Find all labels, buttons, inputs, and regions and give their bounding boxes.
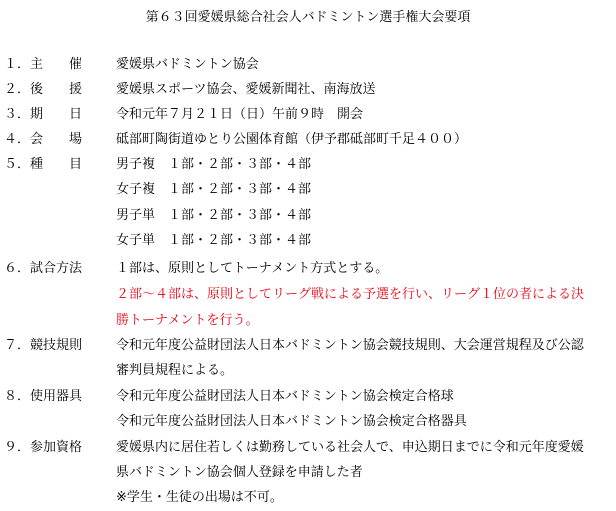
section-6-line-1: １部は、原則としてトーナメント方式とする。 — [116, 261, 389, 276]
section-5-line-3: 男子単 １部・２部・３部・４部 — [116, 208, 312, 223]
section-6-number: ６． — [4, 261, 31, 276]
section-1-label: 主 催 — [30, 57, 83, 72]
section-4-number: ４． — [4, 132, 31, 147]
section-3-line-1: 令和元年７月２１日（日）午前９時 開会 — [116, 107, 364, 122]
section-5-label: 種 目 — [30, 157, 83, 172]
section-7-number: ７． — [4, 338, 31, 353]
section-9-line-3: ※学生・生徒の出場は不可。 — [116, 490, 283, 505]
section-5-line-1: 男子複 １部・２部・３部・４部 — [116, 157, 312, 172]
section-3-label: 期 日 — [30, 107, 83, 122]
section-7-line-2: 審判員規程による。 — [116, 363, 234, 378]
section-7-line-1: 令和元年度公益財団法人日本バドミントン協会競技規則、大会運営規程及び公認 — [116, 338, 584, 353]
section-8-label: 使用器具 — [30, 389, 83, 404]
section-6-line-3: 勝トーナメントを行う。 — [116, 313, 259, 328]
section-1-line-1: 愛媛県バドミントン協会 — [116, 57, 259, 72]
document-title: 第６３回愛媛県総合社会人バドミントン選手権大会要項 — [145, 10, 471, 25]
section-5-line-4: 女子単 １部・２部・３部・４部 — [116, 233, 312, 248]
section-9-number: ９． — [4, 440, 31, 455]
section-5-number: ５． — [4, 157, 31, 172]
section-1-number: １． — [4, 57, 31, 72]
section-6-line-2: ２部～４部は、原則としてリーグ戦による予選を行い、リーグ１位の者による決 — [116, 287, 585, 302]
section-7-label: 競技規則 — [30, 338, 83, 353]
section-4-line-1: 砥部町陶街道ゆとり公園体育館（伊予郡砥部町千足４００） — [116, 132, 468, 147]
section-2-number: ２． — [4, 82, 31, 97]
section-4-label: 会 場 — [30, 132, 83, 147]
section-8-line-2: 令和元年度公益財団法人日本バドミントン協会検定合格器具 — [116, 414, 467, 429]
section-9-line-2: 県バドミントン協会個人登録を申請した者 — [116, 465, 363, 480]
section-2-line-1: 愛媛県スポーツ協会、愛媛新聞社、南海放送 — [116, 82, 376, 97]
section-2-label: 後 援 — [30, 82, 83, 97]
section-8-number: ８． — [4, 389, 31, 404]
section-9-line-1: 愛媛県内に居住若しくは勤務している社会人で、申込期日までに令和元年度愛媛 — [116, 440, 584, 455]
section-6-label: 試合方法 — [30, 261, 83, 276]
section-3-number: ３． — [4, 107, 31, 122]
section-5-line-2: 女子複 １部・２部・３部・４部 — [116, 182, 312, 197]
section-9-label: 参加資格 — [30, 440, 83, 455]
section-8-line-1: 令和元年度公益財団法人日本バドミントン協会検定合格球 — [116, 389, 454, 404]
